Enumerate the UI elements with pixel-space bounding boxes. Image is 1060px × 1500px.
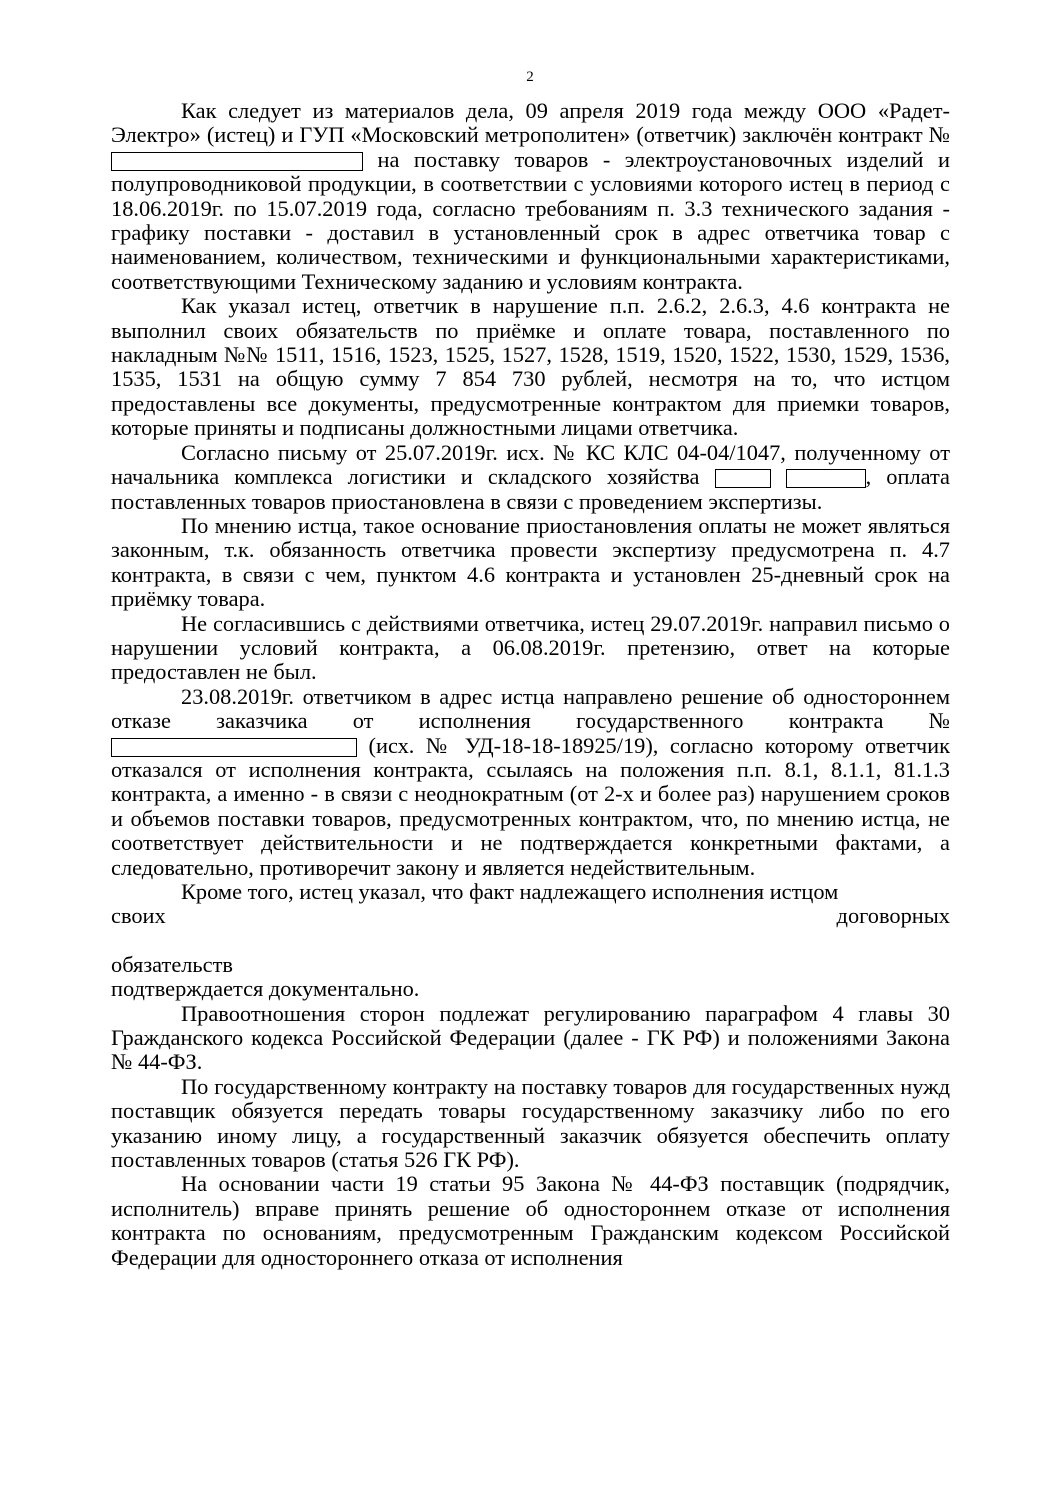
text-run: Согласно письму от 25.07.2019г. исх. № КС КЛС 04-04/1047, полученному от начальника комплекса логистики и складского хозяйства [111, 439, 950, 490]
text-run: Как следует из материалов дела, 09 апреля 2019 года между ООО «Радет-Электро» (истец) и ГУП «Московский метрополитен» (ответчик) заключён контракт № [111, 98, 950, 148]
text-line: подтверждается документально. [111, 976, 420, 1002]
paragraph-claim: Как указал истец, ответчик в нарушение п.п. 2.6.2, 2.6.3, 4.6 контракта не выполнил своих обязательств по приёмке и оплате товара, поставленного по накладным №№ 1511, 1516, 1523, 1525, 1527, 1528, 1519, 1520, 1522, 1530, 1529, 1536, 1535, 1531 на общую сумму 7 854 730 рублей, несмотря на то, что истцом предоставлены все документы, предусмотренные контрактом для приемки товаров, которые приняты и подписаны должностными лицами ответчика. [111, 293, 950, 441]
text-run: 23.08.2019г. ответчиком в адрес истца направлено решение об одностороннем отказе заказчика от исполнения государственного контракта № [111, 683, 950, 734]
redaction-box [786, 469, 866, 488]
text-run: на поставку товаров - электроустановочных изделий и полупроводниковой продукции, в соответствии с условиями которого истец в период с 18.06.2019г. по 15.07.2019 года, согласно требованиям п. 3.3 технического задания - графику поставки - доставил в установленный срок в адрес ответчика товар с наименованием, количеством, техническими и функциональными характеристиками, соответствующими Техническому заданию и условиям контракта. [111, 146, 950, 294]
justified-line [111, 904, 950, 928]
redaction-box [111, 738, 357, 757]
text-run: Кроме того, истец указал, что факт надлежащего исполнения истцом [181, 879, 839, 904]
text-run: , оплата поставленных товаров приостановлена в связи с проведением экспертизы. [111, 464, 950, 514]
text-line: обязательств [111, 951, 233, 977]
redaction-box [111, 152, 363, 171]
paragraph-letter [111, 441, 950, 514]
paragraph-contract [111, 99, 950, 294]
paragraph-refusal [111, 685, 950, 880]
paragraph-regulation: Правоотношения сторон подлежат регулированию параграфом 4 главы 30 Гражданского кодекса Российской Федерации (далее - ГК РФ) и положениями Закона № 44-ФЗ. [111, 1000, 950, 1075]
redaction-box [715, 469, 771, 488]
text-run: своих [111, 903, 166, 929]
text-run: договорных [836, 903, 950, 929]
paragraph-state-contract: По государственному контракту на поставку товаров для государственных нужд поставщик обязуется передать товары государственному заказчику либо по его указанию иному лицу, а государственный заказчик обязуется обеспечить оплату поставленных товаров (статья 526 ГК РФ). [111, 1073, 950, 1173]
paragraph-law-basis: На основании части 19 статьи 95 Закона № 44-ФЗ поставщик (подрядчик, исполнитель) вправе принять решение об одностороннем отказе от исполнения контракта по основаниям, предусмотренным Гражданским кодексом Российской Федерации для одностороннего отказа от исполнения [111, 1171, 950, 1270]
text-run: (исх. № УД-18-18-18925/19), согласно которому ответчик отказался от исполнения контракта, ссылаясь на положения п.п. 8.1, 8.1.1, 81.1.3 контракта, а именно - в связи с неоднократным (от 2-х и более раз) нарушением сроков и объемов поставки товаров, предусмотренных контрактом, что, по мнению истца, не соответствует действительности и не подтверждается конкретными фактами, а следовательно, противоречит закону и является недействительным. [111, 732, 950, 880]
document-body [111, 99, 950, 1270]
paragraph-opinion: По мнению истца, такое основание приостановления оплаты не может являться законным, т.к. обязанность ответчика провести экспертизу предусмотрена п. 4.7 контракта, в связи с чем, пунктом 4.6 контракта и установлен 25-дневный срок на приёмку товара. [111, 512, 950, 612]
paragraph-disagreement: Не согласившись с действиями ответчика, истец 29.07.2019г. направил письмо о нарушении условий контракта, а 06.08.2019г. претензию, ответ на которые предоставлен не был. [111, 610, 950, 685]
blank-line [111, 929, 950, 953]
paragraph-obligations [111, 880, 950, 904]
page-number: 2 [526, 69, 534, 85]
